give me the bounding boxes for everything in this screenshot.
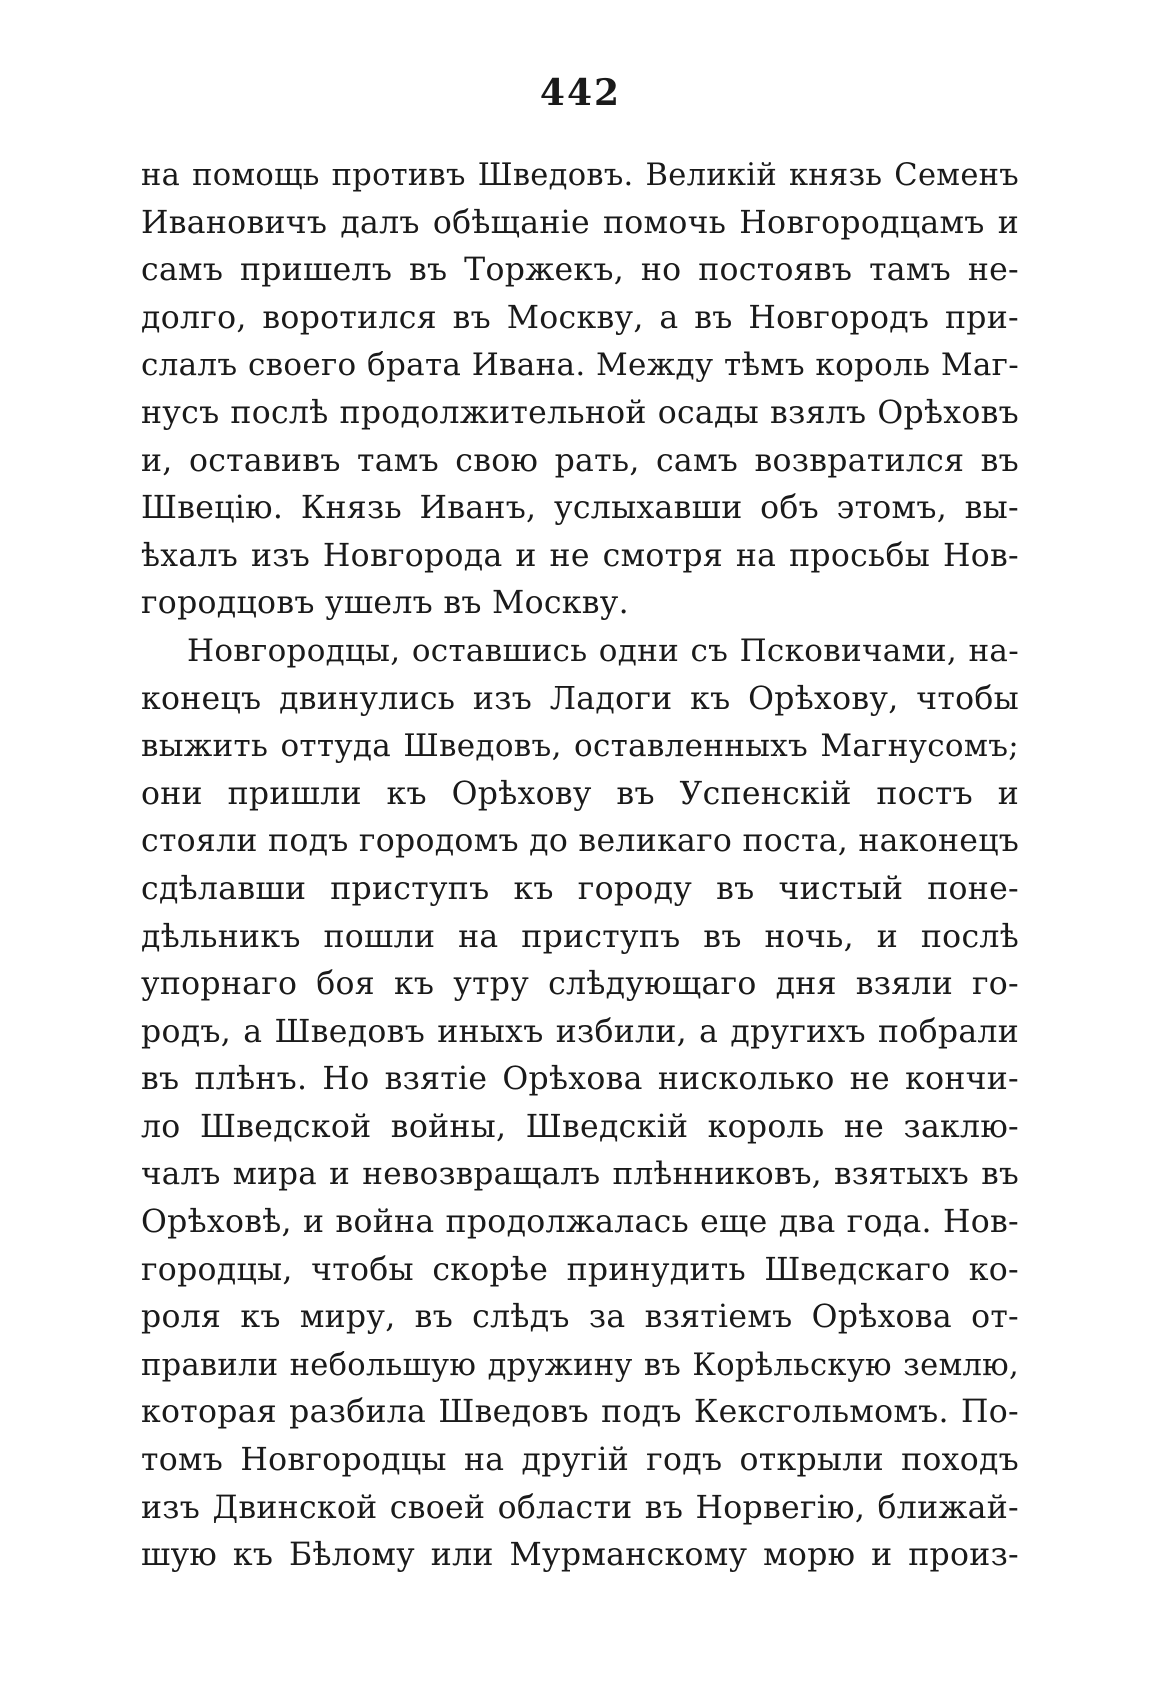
text-line: слалъ своего брата Ивана. Между тѣмъ король Маг- <box>141 347 1019 384</box>
text-line: ло Шведской войны, Шведскій король не заклю- <box>141 1108 1019 1145</box>
text-line: сдѣлавши приступъ къ городу въ чистый поне- <box>141 870 1019 907</box>
text-line: дѣльникъ пошли на приступъ въ ночь, и послѣ <box>141 918 1019 955</box>
text-line: шую къ Бѣлому или Мурманскому морю и произ- <box>141 1537 1019 1574</box>
text-line: томъ Новгородцы на другій годъ открыли походъ <box>141 1442 1019 1479</box>
text-line: городцы, чтобы скорѣе принудить Шведскаго ко- <box>141 1251 1019 1288</box>
text-line: на помощь противъ Шведовъ. Великій князь Семенъ <box>141 158 1019 193</box>
text-line: они пришли къ Орѣхову въ Успенскій постъ и <box>141 775 1019 812</box>
text-line: и, оставивъ тамъ свою рать, самъ возвратился въ <box>141 442 1019 479</box>
text-line: Орѣховѣ, и война продолжалась еще два года. Нов- <box>141 1204 1019 1241</box>
text-line: правили небольшую дружину въ Корѣльскую землю, <box>141 1347 1019 1383</box>
text-line: упорнаго боя къ утру слѣдующаго дня взяли го- <box>141 966 1019 1003</box>
text-line: нусъ послѣ продолжительной осады взялъ Орѣховъ <box>141 394 1019 431</box>
body-text <box>141 152 1019 1580</box>
text-line: конецъ двинулись изъ Ладоги къ Орѣхову, чтобы <box>141 680 1019 717</box>
text-line: Швецію. Князь Иванъ, услыхавши объ этомъ, вы- <box>141 490 1019 527</box>
text-line: которая разбила Шведовъ подъ Кексгольмомъ. По- <box>141 1394 1019 1431</box>
page-number: 442 <box>539 72 622 114</box>
text-line: городцовъ ушелъ въ Москву. <box>141 585 629 622</box>
text-line: изъ Двинской своей области въ Норвегію, ближай- <box>141 1489 1019 1526</box>
text-line: роля къ миру, въ слѣдъ за взятіемъ Орѣхова от- <box>141 1299 1019 1336</box>
text-line: стояли подъ городомъ до великаго поста, наконецъ <box>141 823 1019 860</box>
text-line: Новгородцы, оставшись одни съ Псковичами, на- <box>187 632 1019 669</box>
text-line: родъ, а Шведовъ иныхъ избили, а другихъ побрали <box>141 1013 1019 1050</box>
text-line: долго, воротился въ Москву, а въ Новгородъ при- <box>141 299 1019 336</box>
text-line: выжить оттуда Шведовъ, оставленныхъ Магнусомъ; <box>141 728 1019 765</box>
text-line: чалъ мира и невозвращалъ плѣнниковъ, взятыхъ въ <box>141 1156 1019 1193</box>
text-line: ѣхалъ изъ Новгорода и не смотря на просьбы Нов- <box>141 537 1019 574</box>
text-line: Ивановичъ далъ обѣщаніе помочь Новгородцамъ и <box>141 204 1019 241</box>
text-line: въ плѣнъ. Но взятіе Орѣхова нисколько не кончи- <box>141 1061 1019 1098</box>
text-line: самъ пришелъ въ Торжекъ, но постоявъ тамъ не- <box>141 252 1019 289</box>
